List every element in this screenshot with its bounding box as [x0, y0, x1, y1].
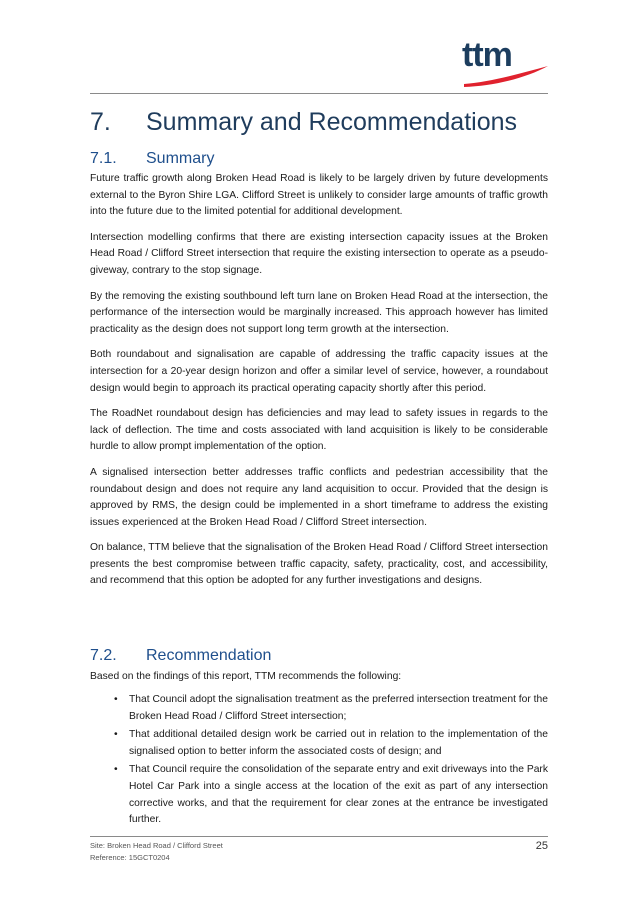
recommendation-list — [90, 692, 548, 831]
summary-body — [90, 171, 548, 599]
list-item — [90, 727, 548, 760]
page-number: 25 — [535, 840, 548, 852]
summary-title: Summary — [146, 150, 215, 167]
summary-paragraph: Both roundabout and signalisation are capable of addressing the traffic capacity issues at the intersection for a 20-year design horizon and offer a similar level of service, however, a roundabout design would begin to approach its practical operating capacity shortly after this period. — [90, 349, 548, 394]
logo-swoosh-icon — [464, 66, 550, 88]
section-heading — [90, 106, 550, 138]
list-item — [90, 762, 548, 828]
summary-paragraph: Intersection modelling confirms that there are existing intersection capacity issues at the Broken Head Road / Clifford Street intersection that require the existing intersection to operate as a pseudo-giveway, contrary to the stop signage. — [90, 231, 548, 276]
list-item-text: That Council require the consolidation of the separate entry and exit driveways into the Park Hotel Car Park into a single access at the location of the exit as part of any intersection corrective works, and that the requirement for clear zones at the entrance be investigated further. — [129, 764, 548, 826]
header-divider — [90, 93, 548, 94]
summary-paragraph: A signalised intersection better addresses traffic conflicts and pedestrian accessibility that the roundabout design and does not require any land acquisition to occur. Provided that the design is approved by RMS, the design could be implemented in a short timeframe to address the existing issues experienced at the Broken Head Road / Clifford Street intersection. — [90, 466, 548, 528]
recommendation-heading — [90, 646, 550, 666]
summary-number: 7.1. — [90, 150, 117, 167]
summary-paragraph: The RoadNet roundabout design has deficiencies and may lead to safety issues in regards to the lack of deflection. The time and costs associated with land acquisition is likely to be considerable hurdle to allow prompt implementation of the option. — [90, 408, 548, 453]
summary-paragraph: By the removing the existing southbound left turn lane on Broken Head Road at the intersection, the performance of the intersection would be marginally increased. This approach however has limited practicality as the design does not support long term growth at the intersection. — [90, 290, 548, 335]
summary-paragraph: On balance, TTM believe that the signalisation of the Broken Head Road / Clifford Street intersection presents the best compromise between traffic capacity, safety, practicality, cost, and accessibility, and recommend that this option be adopted for any further investigations and designs. — [90, 542, 548, 587]
list-item-text: That Council adopt the signalisation treatment as the preferred intersection treatment for the Broken Head Road / Clifford Street intersection; — [129, 694, 548, 722]
list-item-text: That additional detailed design work be carried out in relation to the implementation of the signalised option to better inform the associated costs of design; and — [129, 729, 548, 757]
footer-site: Site: Broken Head Road / Clifford Street — [90, 841, 223, 850]
recommendation-title: Recommendation — [146, 647, 272, 664]
summary-paragraph: Future traffic growth along Broken Head Road is likely to be largely driven by future developments external to the Byron Shire LGA. Clifford Street is unlikely to consider large amounts of traffic growth into the future due to the limited potential for additional development. — [90, 173, 548, 218]
footer-reference: Reference: 15GCT0204 — [90, 853, 170, 862]
footer-divider — [90, 836, 548, 837]
recommendation-number: 7.2. — [90, 647, 117, 664]
section-number: 7. — [90, 108, 111, 136]
logo-text: ttm — [462, 36, 512, 74]
ttm-logo — [462, 38, 552, 93]
bullet-icon: • — [114, 764, 118, 776]
bullet-icon: • — [114, 729, 118, 741]
section-title: Summary and Recommendations — [146, 108, 517, 136]
bullet-icon: • — [114, 694, 118, 705]
footer-info — [90, 840, 223, 864]
summary-heading — [90, 149, 550, 169]
recommendation-intro: Based on the findings of this report, TTM recommends the following: — [90, 671, 402, 682]
list-item — [90, 692, 548, 725]
